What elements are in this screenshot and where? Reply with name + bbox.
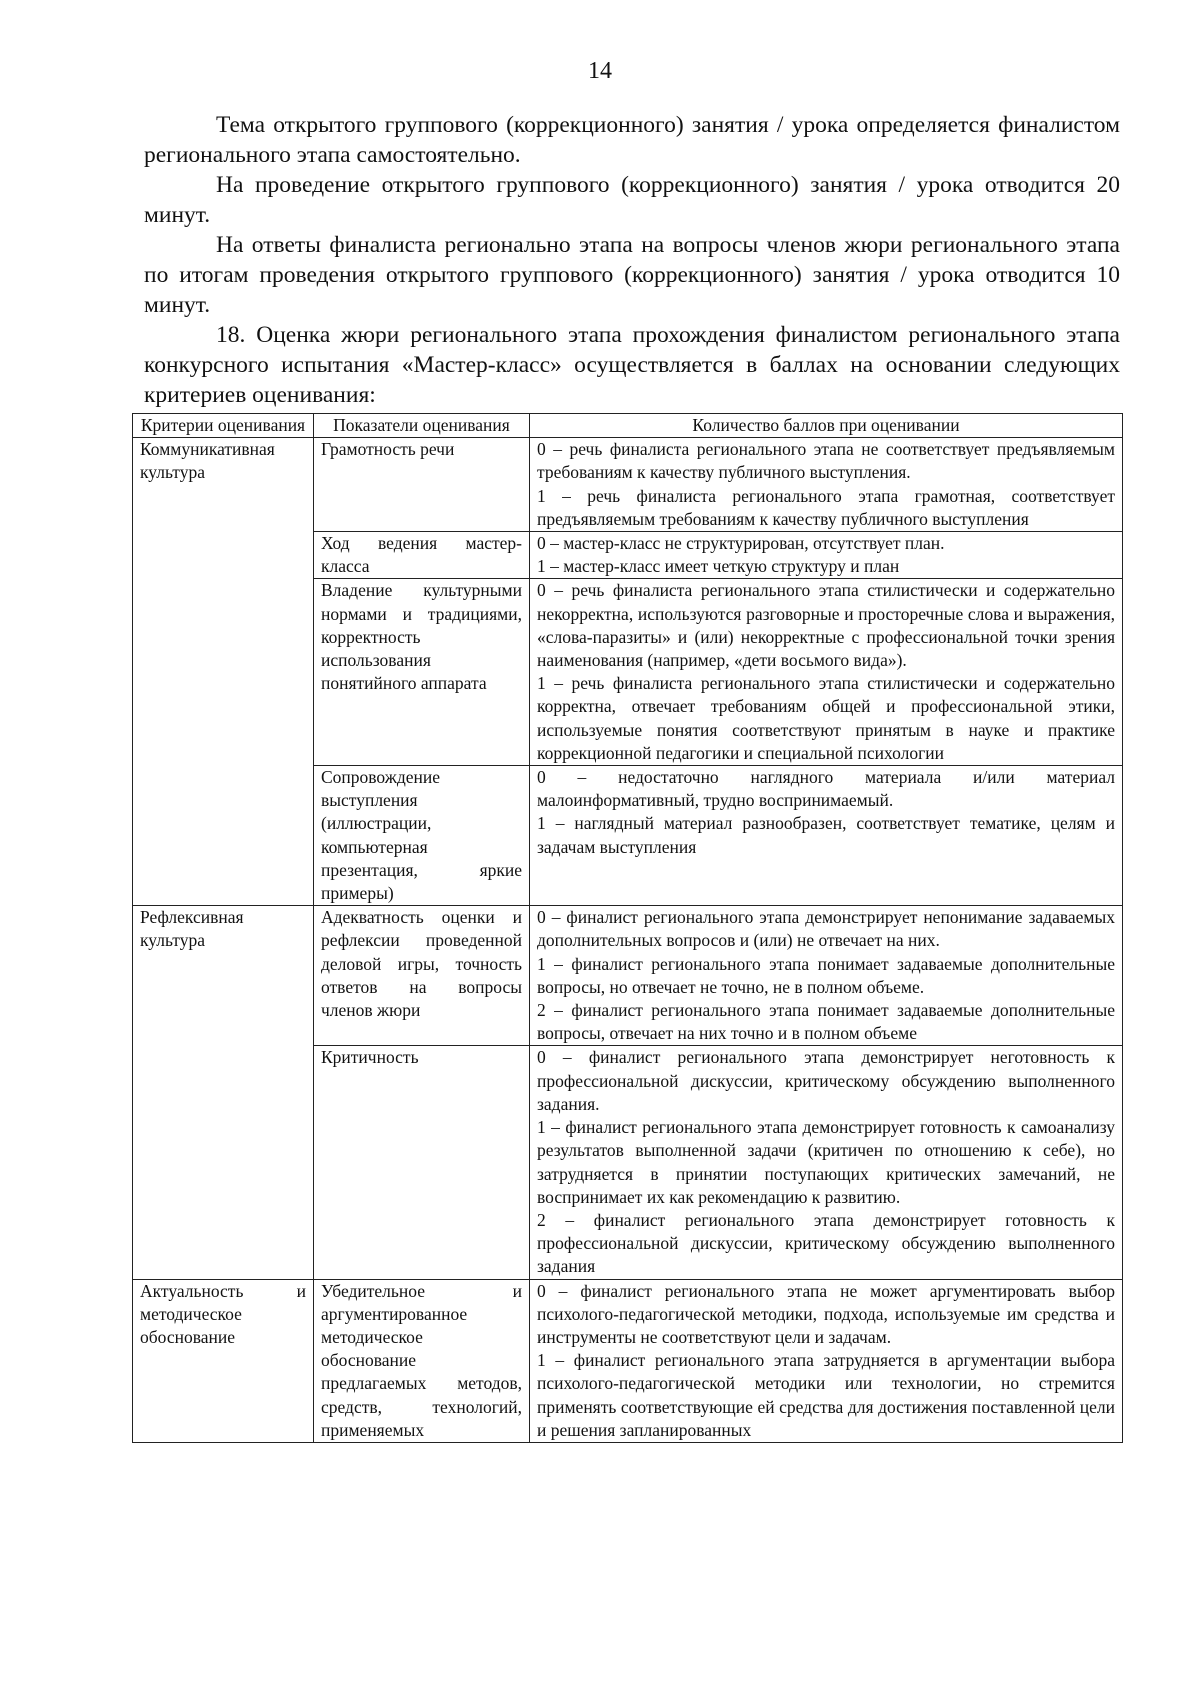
indicator-cell: Ход ведения мастер-класса: [314, 532, 530, 579]
score-text: 1 – финалист регионального этапа понимает задаваемые дополнительные вопросы, но отвечает не точно, не в полном объеме.: [537, 953, 1115, 997]
score-text: 1 – речь финалиста регионального этапа стилистически и содержательно корректна, отвечает требованиям общей и профессиональной этики, используемые понятия соответствуют принятым в науке и практике коррекционной педагогики и специальной психологии: [537, 673, 1115, 763]
criterion-cell: Актуальность и методическое обоснование: [133, 1279, 314, 1442]
intro-paragraph: На ответы финалиста регионально этапа на вопросы членов жюри регионального этапа по итогам проведения открытого группового (коррекционного) занятия / урока отводится 10 минут.: [144, 232, 1120, 318]
header-scores: Количество баллов при оценивании: [530, 414, 1123, 438]
score-text: 0 – речь финалиста регионального этапа стилистически и содержательно некорректна, используются разговорные и просторечные слова и выражения, «слова-паразиты» и (или) некорректные с профессиональной точки зрения наименования (например, «дети восьмого вида»).: [537, 580, 1115, 671]
score-text: 0 – финалист регионального этапа не может аргументировать выбор психолого-педагогической методики, подхода, используемые им средства и инструменты не соответствуют цели и задачам.: [537, 1280, 1115, 1347]
criteria-table: [132, 413, 1123, 1443]
intro-paragraph: На проведение открытого группового (коррекционного) занятия / урока отводится 20 минут.: [144, 172, 1120, 228]
score-text: 2 – финалист регионального этапа демонстрирует готовность к профессиональной дискуссии, критическому обсуждению выполненного задания: [537, 1209, 1115, 1277]
score-text: 0 – финалист регионального этапа демонстрирует неготовность к профессиональной дискуссии, критическому обсуждению выполненного задания.: [537, 1047, 1115, 1114]
score-text: 0 – мастер-класс не структурирован, отсутствует план.: [537, 533, 945, 554]
scores-cell: [530, 579, 1123, 766]
table-header-row: [133, 414, 1123, 438]
table-row: [133, 906, 1123, 1046]
scores-cell: [530, 1279, 1123, 1442]
indicator-cell: Сопровождение выступления (иллюстрации, компьютерная презентация, яркие примеры): [314, 766, 530, 906]
header-indicators: Показатели оценивания: [314, 414, 530, 438]
header-criteria: Критерии оценивания: [133, 414, 314, 438]
scores-cell: [530, 766, 1123, 906]
indicator-cell: Критичность: [314, 1046, 530, 1279]
score-text: 1 – финалист регионального этапа затрудняется в аргументации выбора психолого-педагогической методики или технологии, но стремится применять соответствующие ей средства для достижения поставленной цели и решения запланированных: [537, 1350, 1115, 1440]
score-text: 1 – мастер-класс имеет четкую структуру и план: [537, 556, 900, 577]
indicator-cell: Адекватность оценки и рефлексии проведенной деловой игры, точность ответов на вопросы членов жюри: [314, 906, 530, 1046]
page-number: 14: [588, 58, 612, 84]
criterion-cell: Коммуникативная культура: [133, 438, 314, 906]
intro-paragraph: Тема открытого группового (коррекционного) занятия / урока определяется финалистом регионального этапа самостоятельно.: [144, 112, 1120, 168]
indicator-cell: Владение культурными нормами и традициями, корректность использования понятийного аппарата: [314, 579, 530, 766]
score-text: 0 – речь финалиста регионального этапа не соответствует предъявляемым требованиям к качеству публичного выступления.: [537, 439, 1115, 483]
score-text: 0 – финалист регионального этапа демонстрирует непонимание задаваемых дополнительных вопросов и (или) не отвечает на них.: [537, 907, 1115, 951]
score-text: 1 – наглядный материал разнообразен, соответствует тематике, целям и задачам выступления: [537, 813, 1115, 857]
indicator-cell: Грамотность речи: [314, 438, 530, 532]
score-text: 0 – недостаточно наглядного материала и/или материал малоинформативный, трудно воспринимаемый.: [537, 767, 1115, 811]
scores-cell: [530, 532, 1123, 579]
scores-cell: [530, 438, 1123, 532]
table-row: [133, 438, 1123, 532]
table-row: [133, 1279, 1123, 1442]
criterion-cell: Рефлексивная культура: [133, 906, 314, 1279]
score-text: 1 – речь финалиста регионального этапа грамотная, соответствует предъявляемым требованиям к качеству публичного выступления: [537, 485, 1115, 529]
score-text: 1 – финалист регионального этапа демонстрирует готовность к самоанализу результатов выполненной задачи (критичен по отношению к себе), но затрудняется в принятии поступающих критических замечаний, не воспринимает их как рекомендацию к развитию.: [537, 1117, 1115, 1207]
scores-cell: [530, 906, 1123, 1046]
intro-text: [144, 110, 1120, 410]
indicator-cell: Убедительное и аргументированное методическое обоснование предлагаемых методов, средств, технологий, применяемых: [314, 1279, 530, 1442]
intro-paragraph: 18. Оценка жюри регионального этапа прохождения финалистом регионального этапа конкурсного испытания «Мастер-класс» осуществляется в баллах на основании следующих критериев оценивания:: [144, 322, 1120, 408]
score-text: 2 – финалист регионального этапа понимает задаваемые дополнительные вопросы, отвечает на них точно и в полном объеме: [537, 1000, 1115, 1044]
scores-cell: [530, 1046, 1123, 1279]
